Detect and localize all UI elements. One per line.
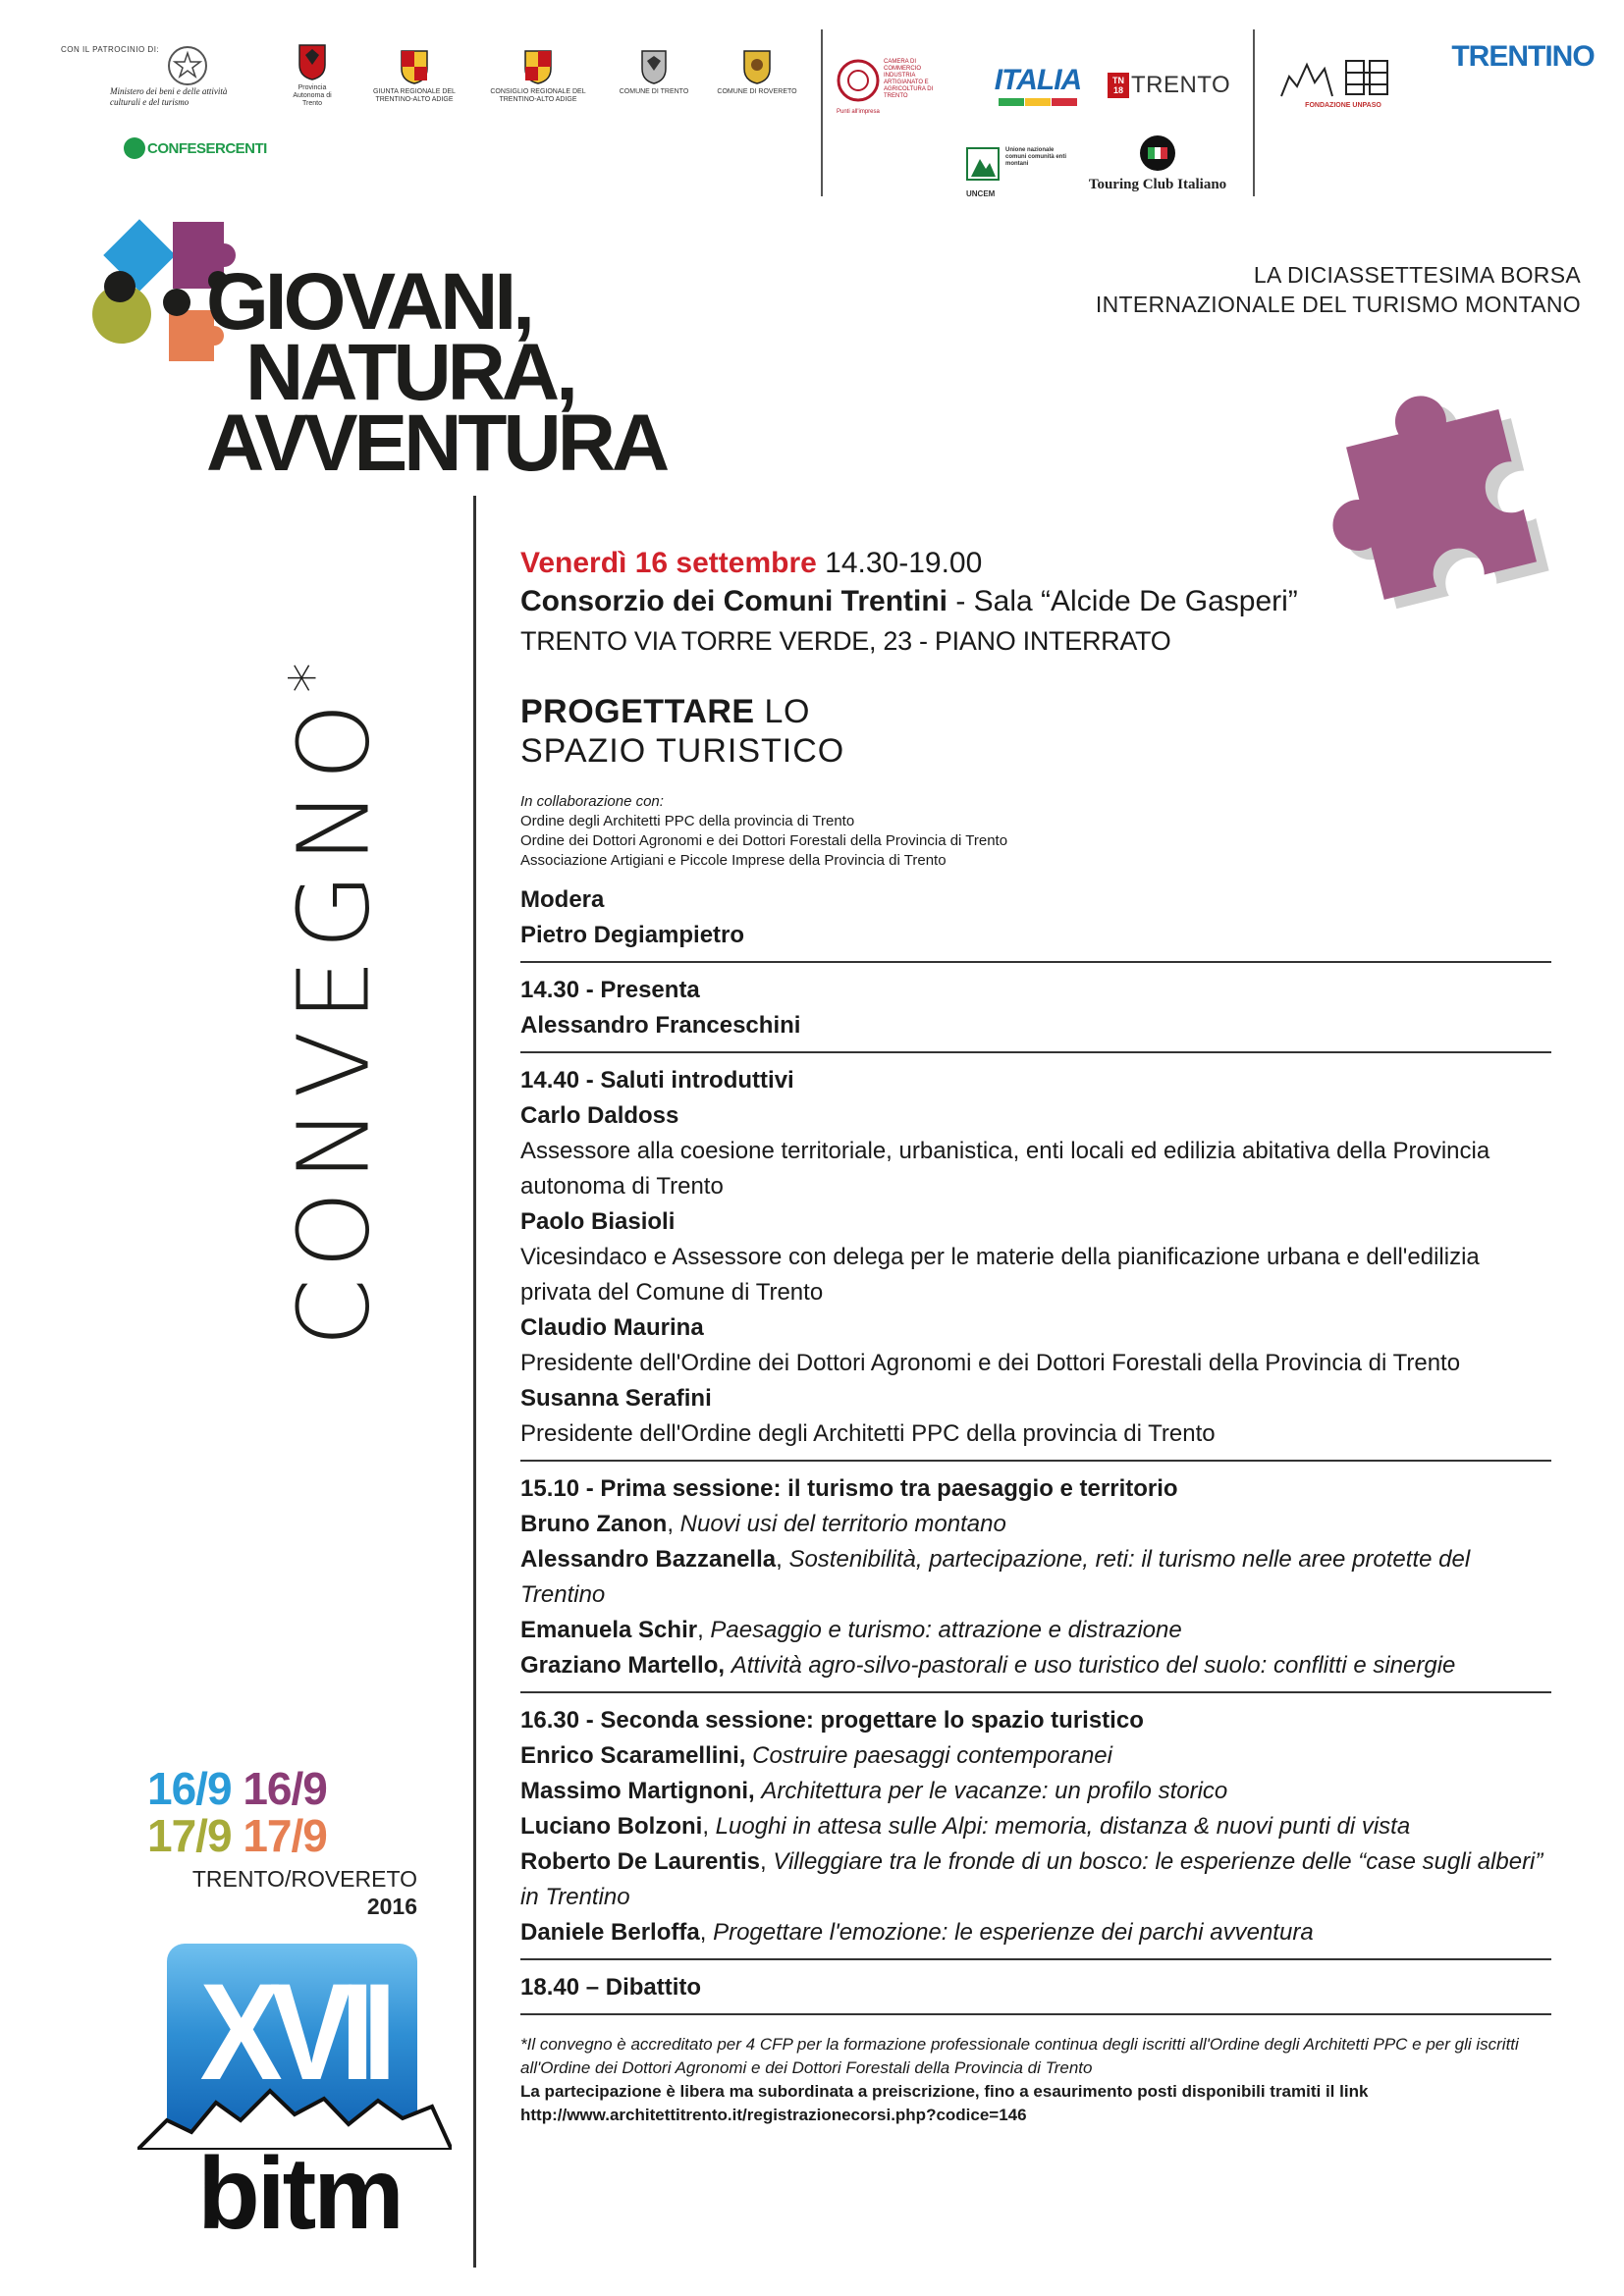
tn18-badge: TN 18 bbox=[1108, 73, 1129, 98]
saluti-section bbox=[520, 1063, 1556, 1452]
date-17-orange: 17/9 bbox=[243, 1810, 327, 1861]
talk-speaker: Roberto De Laurentis bbox=[520, 1848, 761, 1875]
camera-tag: Punti all'impresa bbox=[837, 109, 880, 115]
consiglio-logo bbox=[489, 49, 587, 104]
talk-item: Emanuela Schir, Paesaggio e turismo: attrazione e distrazione bbox=[520, 1617, 1182, 1643]
talk-item: Bruno Zanon, Nuovi usi del territorio montano bbox=[520, 1511, 1006, 1537]
camera-seal-icon bbox=[837, 59, 880, 102]
confesercenti-label: CONFESERCENTI bbox=[147, 139, 267, 157]
talk-item: Luciano Bolzoni, Luoghi in attesa sulle Alpi: memoria, distanza & nuovi punti di vista bbox=[520, 1813, 1411, 1840]
presenta-name: Alessandro Franceschini bbox=[520, 1012, 801, 1039]
talk-speaker: Alessandro Bazzanella bbox=[520, 1546, 777, 1573]
moderator-name: Pietro Degiampietro bbox=[520, 922, 745, 948]
speaker-name: Susanna Serafini bbox=[520, 1385, 712, 1412]
program-title-bold: PROGETTARE bbox=[520, 693, 755, 730]
section-divider bbox=[520, 1460, 1551, 1462]
event-address: TRENTO VIA TORRE VERDE, 23 - PIANO INTERRATO bbox=[520, 626, 1171, 656]
speaker-name: Paolo Biasioli bbox=[520, 1208, 676, 1235]
header-divider bbox=[821, 29, 823, 196]
date-17-olive: 17/9 bbox=[147, 1810, 232, 1861]
saluti-head: 14.40 - Saluti introduttivi bbox=[520, 1067, 794, 1094]
camera-label: CAMERA DI COMMERCIO INDUSTRIA ARTIGIANATO E AGRICOLTURA DI TRENTO bbox=[884, 59, 934, 99]
comune-rovereto-label: COMUNE DI ROVERETO bbox=[717, 88, 797, 95]
header-divider-2 bbox=[1253, 29, 1255, 196]
left-vertical-rule bbox=[473, 496, 476, 2268]
program-content bbox=[520, 545, 1556, 2127]
date-16-blue: 16/9 bbox=[147, 1763, 232, 1814]
giunta-logo bbox=[365, 49, 463, 104]
moderator-section bbox=[520, 882, 1556, 953]
trento-brand: TRENTO bbox=[1130, 72, 1231, 98]
talk-item: Daniele Berloffa, Progettare l'emozione: le esperienze dei parchi avventura bbox=[520, 1919, 1314, 1946]
presenta-head: 14.30 - Presenta bbox=[520, 977, 700, 1003]
talk-item: Roberto De Laurentis, Villeggiare tra le fronde di un bosco: le esperienze delle “case sugli alberi” in Trentino bbox=[520, 1848, 1543, 1910]
event-date: Venerdì 16 settembre bbox=[520, 547, 817, 579]
collab-intro: In collaborazione con: bbox=[520, 793, 664, 810]
trentino-logo bbox=[1449, 40, 1597, 73]
collab-item: Ordine degli Architetti PPC della provincia di Trento bbox=[520, 813, 855, 829]
bitm-wordmark: bitm bbox=[197, 2137, 402, 2251]
italia-flag-stripe-icon bbox=[999, 98, 1077, 106]
speaker-role: Presidente dell'Ordine degli Architetti PPC della provincia di Trento bbox=[520, 1420, 1216, 1447]
venue-name: Consorzio dei Comuni Trentini bbox=[520, 585, 947, 617]
consiglio-label: CONSIGLIO REGIONALE DEL TRENTINO-ALTO ADIGE bbox=[490, 88, 586, 103]
talk-item: Alessandro Bazzanella, Sostenibilità, partecipazione, reti: il turismo nelle aree protette del Trentino bbox=[520, 1546, 1471, 1608]
talk-item bbox=[520, 1774, 1556, 1809]
talk-title: Villeggiare tra le fronde di un bosco: le esperienze delle “case sugli alberi” in Trentino bbox=[520, 1848, 1543, 1910]
touring-club-logo bbox=[1084, 133, 1231, 192]
rovereto-crest-icon bbox=[742, 49, 772, 84]
confesercenti-logo bbox=[124, 137, 267, 159]
italia-logo bbox=[994, 63, 1082, 109]
footnote-block bbox=[520, 2033, 1556, 2127]
italian-emblem-icon bbox=[167, 45, 208, 86]
section-divider bbox=[520, 2013, 1551, 2015]
bitm-location: TRENTO/ROVERETO bbox=[191, 1866, 417, 1892]
talk-title: Luoghi in attesa sulle Alpi: memoria, distanza & nuovi punti di vista bbox=[715, 1813, 1411, 1840]
convegno-star: * bbox=[276, 653, 349, 694]
talk-item bbox=[520, 1738, 1556, 1774]
touring-label: Touring Club Italiano bbox=[1088, 177, 1227, 192]
talk-title: Architettura per le vacanze: un profilo storico bbox=[761, 1778, 1228, 1804]
speaker-role: Presidente dell'Ordine dei Dottori Agronomi e dei Dottori Forestali della Provincia di Trento bbox=[520, 1350, 1461, 1376]
section-divider bbox=[520, 1691, 1551, 1693]
provincia-label: Provincia Autonoma di Trento bbox=[293, 84, 332, 107]
dates-row-2 bbox=[147, 1812, 327, 1859]
convegno-vertical-title bbox=[277, 549, 392, 1452]
session-head: 16.30 - Seconda sessione: progettare lo spazio turistico bbox=[520, 1707, 1144, 1734]
dibattito-head: 18.40 – Dibattito bbox=[520, 1974, 702, 2001]
venue-room: - Sala “Alcide De Gasperi” bbox=[947, 585, 1298, 617]
comune-rovereto-logo bbox=[713, 49, 801, 96]
event-datetime bbox=[520, 545, 1556, 582]
section-divider bbox=[520, 1051, 1551, 1053]
cfp-note: *Il convegno è accreditato per 4 CFP per la formazione professionale continua degli iscritti all'Ordine degli Architetti PPC e per gli iscritti all'Ordine dei Dottori Agronomi e dei Dottori Forestali della Provincia di Trento bbox=[520, 2035, 1519, 2077]
comune-trento-logo bbox=[615, 49, 693, 96]
speaker-role: Assessore alla coesione territoriale, urbanistica, enti locali ed edilizia abitativa della Provincia autonoma di Trento bbox=[520, 1138, 1490, 1200]
patrocinio-label: CON IL PATROCINIO DI: bbox=[61, 45, 160, 54]
title-line-3: AVVENTURA bbox=[206, 399, 667, 488]
talk-speaker: Luciano Bolzoni bbox=[520, 1813, 703, 1840]
title-line-2: NATURA, bbox=[245, 328, 574, 417]
collab-item: Ordine dei Dottori Agronomi e dei Dottori Forestali della Provincia di Trento bbox=[520, 832, 1008, 849]
presenta-section bbox=[520, 973, 1556, 1043]
trentino-label: TRENTINO bbox=[1451, 40, 1595, 73]
section-divider bbox=[520, 961, 1551, 963]
bitm-roman-numeral: XVII bbox=[199, 1954, 385, 2109]
comune-trento-label: COMUNE DI TRENTO bbox=[619, 88, 689, 95]
event-venue bbox=[520, 582, 1556, 621]
talk-item bbox=[520, 1648, 1556, 1683]
subtitle-line-2: INTERNAZIONALE DEL TURISMO MONTANO bbox=[1095, 292, 1581, 317]
talk-speaker: Daniele Berloffa bbox=[520, 1919, 700, 1946]
talk-speaker: Massimo Martignoni, bbox=[520, 1778, 755, 1804]
speaker-name: Carlo Daldoss bbox=[520, 1102, 679, 1129]
uncem-label: UNCEM bbox=[966, 189, 996, 198]
talk-speaker: Enrico Scaramellini, bbox=[520, 1742, 746, 1769]
subtitle-line-1: LA DICIASSETTESIMA BORSA bbox=[1253, 262, 1581, 288]
fondazione-logo bbox=[1274, 57, 1412, 110]
speaker-role: Vicesindaco e Assessore con delega per le materie della pianificazione urbana e dell'edilizia privata del Comune di Trento bbox=[520, 1244, 1480, 1306]
consiglio-crest-icon bbox=[523, 49, 553, 84]
fondazione-label: FONDAZIONE UNPASO bbox=[1305, 102, 1381, 109]
program-title bbox=[520, 692, 1556, 731]
uncem-mountain-icon bbox=[966, 147, 1000, 190]
bitm-year: 2016 bbox=[366, 1894, 417, 1919]
dibattito-section bbox=[520, 1970, 1556, 2005]
talk-speaker: Emanuela Schir bbox=[520, 1617, 698, 1643]
talk-speaker: Bruno Zanon bbox=[520, 1511, 668, 1537]
talk-title: Nuovi usi del territorio montano bbox=[679, 1511, 1006, 1537]
uncem-logo bbox=[966, 147, 1074, 198]
program-title-rest: LO bbox=[754, 693, 810, 730]
trento-tn18-logo bbox=[1108, 73, 1255, 98]
collab-item: Associazione Artigiani e Piccole Imprese della Provincia di Trento bbox=[520, 852, 947, 869]
section-divider bbox=[520, 1958, 1551, 1960]
ministero-logo bbox=[167, 45, 208, 90]
confesercenti-icon bbox=[124, 137, 145, 159]
dates-row-1 bbox=[147, 1765, 327, 1812]
talk-speaker: Graziano Martello, bbox=[520, 1652, 726, 1679]
participation-note: La partecipazione è libera ma subordinata a preiscrizione, fino a esaurimento posti disponibili tramiti il link bbox=[520, 2082, 1369, 2101]
bitm-subtitle bbox=[1096, 260, 1581, 319]
talk-title: Attività agro-silvo-pastorali e uso turistico del suolo: conflitti e sinergie bbox=[731, 1652, 1456, 1679]
seconda-sessione bbox=[520, 1703, 1556, 1950]
registration-link[interactable]: http://www.architettitrento.it/registrazionecorsi.php?codice=146 bbox=[520, 2106, 1027, 2124]
uncem-text: Unione nazionale comuni comunità enti montani bbox=[1005, 147, 1067, 167]
trento-crest-icon bbox=[640, 49, 668, 84]
sponsor-header bbox=[0, 0, 1624, 216]
moderator-label: Modera bbox=[520, 886, 605, 913]
convegno-word: CONVEGNO bbox=[276, 693, 392, 1347]
provincia-logo bbox=[283, 43, 342, 108]
event-time: 14.30-19.00 bbox=[816, 547, 983, 579]
giunta-crest-icon bbox=[400, 49, 429, 84]
date-16-purple: 16/9 bbox=[243, 1763, 327, 1814]
provincia-crest-icon bbox=[298, 43, 327, 80]
title-line-1: GIOVANI, bbox=[206, 257, 531, 347]
talk-title: Progettare l'emozione: le esperienze dei parchi avventura bbox=[713, 1919, 1314, 1946]
speaker-name: Claudio Maurina bbox=[520, 1314, 704, 1341]
talk-title: Paesaggio e turismo: attrazione e distrazione bbox=[710, 1617, 1182, 1643]
program-subtitle: SPAZIO TURISTICO bbox=[520, 732, 845, 770]
camera-commercio-logo bbox=[837, 59, 945, 116]
italia-label: ITALIA bbox=[994, 64, 1082, 96]
talk-title: Costruire paesaggi contemporanei bbox=[752, 1742, 1112, 1769]
session-head: 15.10 - Prima sessione: il turismo tra paesaggio e territorio bbox=[520, 1475, 1178, 1502]
giunta-label: GIUNTA REGIONALE DEL TRENTINO-ALTO ADIGE bbox=[373, 88, 456, 103]
ministero-text: Ministero dei beni e delle attività culturali e del turismo bbox=[110, 86, 228, 107]
touring-club-icon bbox=[1138, 133, 1177, 173]
talk-title: Sostenibilità, partecipazione, reti: il turismo nelle aree protette del Trentino bbox=[520, 1546, 1471, 1608]
collaboration-block bbox=[520, 792, 1556, 871]
prima-sessione bbox=[520, 1471, 1556, 1683]
fondazione-skyline-icon bbox=[1279, 57, 1407, 98]
